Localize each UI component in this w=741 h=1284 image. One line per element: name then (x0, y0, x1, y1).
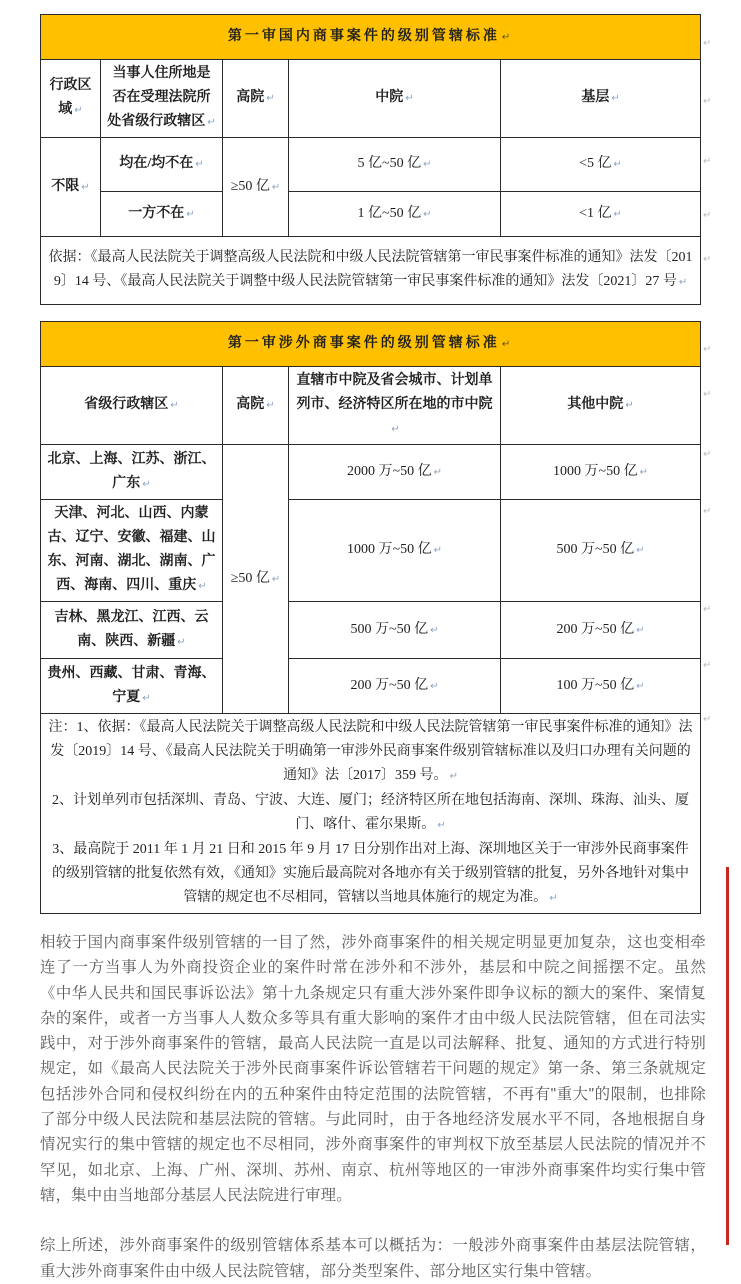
cell-provinces: 吉林、黑龙江、江西、云南、陕西、新疆 ↵ (41, 602, 223, 659)
col-header-other-intermediate: 其他中院 ↵ (501, 367, 701, 445)
body-paragraph-2: 综上所述，涉外商事案件的级别管辖体系基本可以概括为：一般涉外商事案件由基层法院管辖，重大涉外商事案件由中级人民法院管辖，部分类型案件、部分地区实行集中管辖。 (40, 1237, 706, 1280)
return-mark-icon: ↵ (186, 208, 195, 220)
table-foreign-notes (41, 714, 701, 914)
col-header-intermediate-court: 中院 ↵ (289, 60, 501, 138)
return-mark-icon: ↵ (266, 93, 275, 104)
cell-other-mid-range: 200 万~50 亿 ↵ (501, 602, 701, 659)
return-mark-icon: ↵ (549, 893, 558, 904)
row-end-mark-icon: ↵ (703, 714, 712, 725)
cell-major-mid-range: 1000 万~50 亿 ↵ (289, 500, 501, 602)
table-domestic-jurisdiction (40, 14, 701, 305)
return-mark-icon: ↵ (625, 400, 634, 411)
return-mark-icon: ↵ (142, 478, 151, 490)
col-header-high-court: 高院 ↵ (223, 60, 289, 138)
col-header-domicile: 当事人住所地是否在受理法院所处省级行政辖区 ↵ (101, 60, 223, 138)
return-mark-icon: ↵ (678, 277, 688, 288)
cell-basic-range: <5 亿 ↵ (501, 138, 701, 192)
table-row (41, 138, 701, 192)
col-header-region: 行政区域 ↵ (41, 60, 101, 138)
return-mark-icon: ↵ (266, 400, 275, 411)
row-end-mark-icon: ↵ (703, 506, 712, 517)
col-header-basic-court: 基层 ↵ (501, 60, 701, 138)
cell-major-mid-range: 500 万~50 亿 ↵ (289, 602, 501, 659)
return-mark-icon: ↵ (142, 692, 151, 704)
cell-provinces: 北京、上海、江苏、浙江、广东 ↵ (41, 445, 223, 500)
table-domestic-title (41, 15, 701, 60)
cell-condition: 一方不在 ↵ (101, 192, 223, 237)
cell-major-mid-range: 200 万~50 亿 ↵ (289, 659, 501, 714)
return-mark-icon: ↵ (177, 636, 186, 648)
return-mark-icon: ↵ (433, 466, 442, 478)
row-end-mark-icon: ↵ (703, 156, 712, 167)
return-mark-icon: ↵ (613, 208, 622, 220)
row-end-mark-icon: ↵ (703, 38, 712, 49)
body-text (40, 930, 706, 1284)
table-row (41, 445, 701, 500)
table-title-text: 第一审国内商事案件的级别管辖标准 (227, 28, 500, 44)
revision-bar (726, 867, 729, 1245)
table-foreign-title (41, 322, 701, 367)
note-line: 2、计划单列市包括深圳、青岛、宁波、大连、厦门；经济特区所在地包括海南、深圳、珠海、汕头、厦门、喀什、霍尔果斯。 ↵ (52, 793, 689, 832)
note-line: 注：1、依据：《最高人民法院关于调整高级人民法院和中级人民法院管辖第一审民事案件标准的通知》法发〔2019〕14 号、《最高人民法院关于明确第一审涉外民商事案件级别管辖标准以及归口办理有关问题的通知》法〔2017〕359 号。 ↵ (48, 720, 693, 783)
return-mark-icon: ↵ (636, 624, 645, 636)
cell-intermediate-range: 1 亿~50 亿 ↵ (289, 192, 501, 237)
return-mark-icon: ↵ (639, 466, 648, 478)
return-mark-icon: ↵ (611, 93, 620, 104)
table-row (41, 192, 701, 237)
table-foreign-jurisdiction (40, 321, 701, 914)
return-mark-icon: ↵ (74, 105, 83, 116)
row-end-mark-icon: ↵ (703, 96, 712, 107)
return-mark-icon: ↵ (195, 159, 204, 170)
row-end-mark-icon: ↵ (703, 389, 712, 400)
return-mark-icon: ↵ (405, 93, 414, 104)
cell-other-mid-range: 500 万~50 亿 ↵ (501, 500, 701, 602)
cell-basic-range: <1 亿 ↵ (501, 192, 701, 237)
return-mark-icon: ↵ (391, 424, 400, 435)
return-mark-icon: ↵ (501, 338, 514, 350)
return-mark-icon: ↵ (636, 680, 645, 692)
return-mark-icon: ↵ (613, 159, 622, 170)
cell-provinces: 天津、河北、山西、内蒙古、辽宁、安徽、福建、山东、河南、湖北、湖南、广西、海南、四川、重庆 ↵ (41, 500, 223, 602)
cell-other-mid-range: 100 万~50 亿 ↵ (501, 659, 701, 714)
table-row (41, 659, 701, 714)
row-end-mark-icon: ↵ (703, 660, 712, 671)
return-mark-icon: ↵ (207, 117, 216, 128)
row-end-mark-icon: ↵ (703, 210, 712, 221)
return-mark-icon: ↵ (170, 400, 179, 411)
return-mark-icon: ↵ (423, 208, 432, 220)
cell-region: 不限 ↵ (41, 138, 101, 237)
return-mark-icon: ↵ (271, 573, 281, 585)
return-mark-icon: ↵ (636, 545, 645, 556)
table-title-text: 第一审涉外商事案件的级别管辖标准 (227, 335, 500, 351)
cell-high-court-threshold: ≥50 亿 ↵ (223, 138, 289, 237)
cell-other-mid-range: 1000 万~50 亿 ↵ (501, 445, 701, 500)
col-header-province: 省级行政辖区 ↵ (41, 367, 223, 445)
return-mark-icon: ↵ (437, 820, 446, 831)
return-mark-icon: ↵ (501, 31, 514, 43)
row-end-mark-icon: ↵ (703, 449, 712, 460)
cell-provinces: 贵州、西藏、甘肃、青海、宁夏 ↵ (41, 659, 223, 714)
cell-high-court-threshold: ≥50 亿 ↵ (223, 445, 289, 714)
col-header-major-intermediate: 直辖市中院及省会城市、计划单列市、经济特区所在地的市中院↵ (289, 367, 501, 445)
row-end-mark-icon: ↵ (703, 254, 712, 265)
return-mark-icon: ↵ (81, 181, 90, 193)
return-mark-icon: ↵ (449, 771, 458, 782)
note-line: 3、最高院于 2011 年 1 月 21 日和 2015 年 9 月 17 日分别作出对上海、深圳地区关于一审涉外民商事案件的级别管辖的批复依然有效，《通知》实施后最高院对各地亦有关于级别管辖的批复，另外各地针对集中管辖的规定也不尽相同，管辖以当地具体施行的规定为准。 ↵ (52, 842, 689, 905)
row-end-mark-icon: ↵ (703, 344, 712, 355)
cell-major-mid-range: 2000 万~50 亿 ↵ (289, 445, 501, 500)
table-row (41, 602, 701, 659)
return-mark-icon: ↵ (423, 159, 432, 170)
table-domestic-note: 依据：《最高人民法院关于调整高级人民法院和中级人民法院管辖第一审民事案件标准的通知》法发〔2019〕14 号、《最高人民法院关于调整中级人民法院管辖第一审民事案件标准的通知》法发〔2021〕27 号 ↵ (41, 237, 701, 305)
cell-intermediate-range: 5 亿~50 亿 ↵ (289, 138, 501, 192)
col-header-high-court: 高院 ↵ (223, 367, 289, 445)
body-paragraph-1: 相较于国内商事案件级别管辖的一目了然，涉外商事案件的相关规定明显更加复杂，这也变相牵连了一方当事人为外商投资企业的案件时常在涉外和不涉外，基层和中院之间摇摆不定。虽然《中华人民共和国民事诉讼法》第十九条规定只有重大涉外案件即争议标的额大的案件、案情复杂的案件，或者一方当事人人数众多等具有重大影响的案件才由中级人民法院管辖，但在司法实践中，对于涉外商事案件的管辖，最高人民法院一直是以司法解释、批复、通知的方式进行特别规定，如《最高人民法院关于涉外民商事案件诉讼管辖若干问题的规定》第一条、第三条就规定包括涉外合同和侵权纠纷在内的五种案件由特定范围的法院管辖，不再有"重大"的限制，也排除了部分中级人民法院和基层法院的管辖。与此同时，由于各地经济发展水平不同，各地根据自身情况实行的集中管辖的规定也不尽相同，涉外商事案件的审判权下放至基层人民法院的情况并不罕见，如北京、上海、广州、深圳、苏州、南京、杭州等地区的一审涉外商事案件均实行集中管辖，集中由当地部分基层人民法院进行审理。 (40, 934, 706, 1204)
return-mark-icon: ↵ (430, 680, 439, 692)
row-end-mark-icon: ↵ (703, 604, 712, 615)
document-page (0, 14, 741, 1280)
return-mark-icon: ↵ (430, 624, 439, 636)
return-mark-icon: ↵ (433, 545, 442, 556)
return-mark-icon: ↵ (198, 581, 207, 592)
cell-condition: 均在/均不在 ↵ (101, 138, 223, 192)
table-row (41, 500, 701, 602)
return-mark-icon: ↵ (271, 181, 281, 193)
